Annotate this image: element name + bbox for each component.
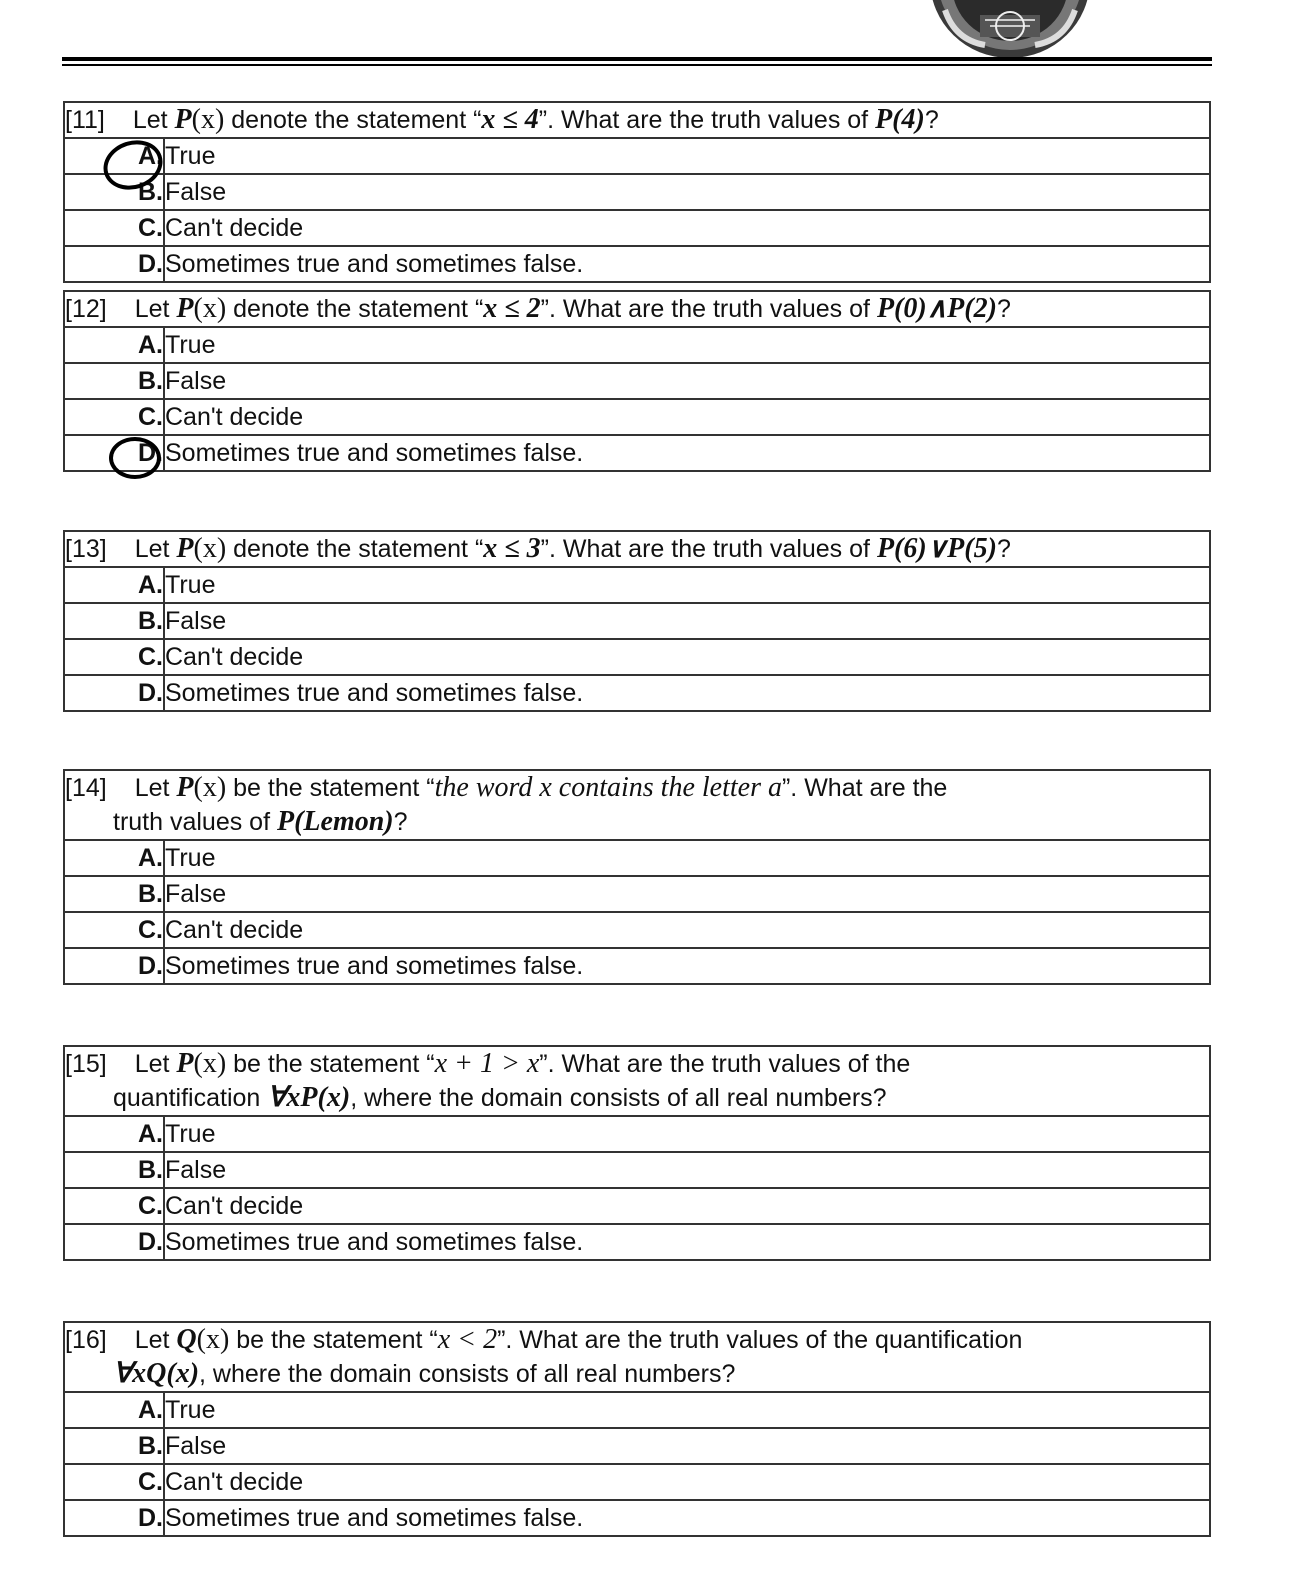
- option-a[interactable]: [64, 567, 1210, 603]
- option-letter: B.: [64, 174, 164, 210]
- option-letter: A.: [64, 1116, 164, 1152]
- option-letter: C.: [64, 210, 164, 246]
- option-text: True: [164, 327, 1210, 363]
- question-16: [63, 1321, 1211, 1537]
- option-letter: A.: [64, 567, 164, 603]
- option-letter: B.: [64, 363, 164, 399]
- option-letter: C.: [64, 912, 164, 948]
- option-text: Can't decide: [164, 639, 1210, 675]
- option-text: Sometimes true and sometimes false.: [164, 1224, 1210, 1260]
- option-d[interactable]: [64, 246, 1210, 282]
- option-text: Can't decide: [164, 399, 1210, 435]
- option-a[interactable]: [64, 327, 1210, 363]
- option-text: False: [164, 603, 1210, 639]
- option-text: Can't decide: [164, 210, 1210, 246]
- option-text: True: [164, 138, 1210, 174]
- option-c[interactable]: [64, 912, 1210, 948]
- option-letter: A.: [64, 138, 164, 174]
- option-letter: B.: [64, 603, 164, 639]
- question-number: [13]: [65, 535, 107, 563]
- option-text: False: [164, 1428, 1210, 1464]
- option-c[interactable]: [64, 639, 1210, 675]
- option-text: Sometimes true and sometimes false.: [164, 246, 1210, 282]
- question-text: [11] Let P(x) denote the statement “x ≤ 4”. What are the truth values of P(4)?: [64, 102, 1210, 138]
- question-11: [63, 101, 1211, 283]
- option-b[interactable]: [64, 603, 1210, 639]
- option-b[interactable]: [64, 1152, 1210, 1188]
- header-rule-thin: [62, 64, 1212, 66]
- option-b[interactable]: [64, 174, 1210, 210]
- option-letter: D.: [64, 1224, 164, 1260]
- option-letter: A.: [64, 840, 164, 876]
- university-logo: [925, 0, 1095, 60]
- question-15: [63, 1045, 1211, 1261]
- option-d[interactable]: [64, 948, 1210, 984]
- option-letter: C.: [64, 1188, 164, 1224]
- option-a[interactable]: [64, 840, 1210, 876]
- option-text: True: [164, 1116, 1210, 1152]
- question-number: [15]: [65, 1050, 107, 1078]
- option-letter: C.: [64, 1464, 164, 1500]
- question-number: [14]: [65, 774, 107, 802]
- option-text: Sometimes true and sometimes false.: [164, 435, 1210, 471]
- question-text: [13] Let P(x) denote the statement “x ≤ 3”. What are the truth values of P(6)∨P(5)?: [64, 531, 1210, 567]
- option-d[interactable]: [64, 1224, 1210, 1260]
- option-letter: D.: [64, 948, 164, 984]
- option-c[interactable]: [64, 1464, 1210, 1500]
- option-letter: D.: [64, 246, 164, 282]
- option-text: True: [164, 567, 1210, 603]
- option-letter: B.: [64, 876, 164, 912]
- question-13: [63, 530, 1211, 712]
- question-number: [12]: [65, 295, 107, 323]
- option-letter: A.: [64, 327, 164, 363]
- option-letter: D.: [64, 435, 164, 471]
- option-letter: D.: [64, 1500, 164, 1536]
- option-a[interactable]: [64, 1116, 1210, 1152]
- option-letter: D.: [64, 675, 164, 711]
- option-text: True: [164, 840, 1210, 876]
- option-b[interactable]: [64, 1428, 1210, 1464]
- option-b[interactable]: [64, 363, 1210, 399]
- option-letter: B.: [64, 1152, 164, 1188]
- question-text: [16] Let Q(x) be the statement “x < 2”. What are the truth values of the quantification ∀xQ(x), where the domain consists of all real numbers?: [64, 1322, 1210, 1392]
- option-letter: B.: [64, 1428, 164, 1464]
- option-d[interactable]: [64, 675, 1210, 711]
- option-text: Can't decide: [164, 912, 1210, 948]
- option-text: True: [164, 1392, 1210, 1428]
- question-text: [15] Let P(x) be the statement “x + 1 > x”. What are the truth values of the quantification ∀xP(x), where the domain consists of all real numbers?: [64, 1046, 1210, 1116]
- option-d[interactable]: [64, 1500, 1210, 1536]
- option-text: False: [164, 1152, 1210, 1188]
- option-text: False: [164, 876, 1210, 912]
- question-number: [16]: [65, 1326, 107, 1354]
- option-text: Sometimes true and sometimes false.: [164, 948, 1210, 984]
- question-text: [14] Let P(x) be the statement “the word x contains the letter a”. What are the truth values of P(Lemon)?: [64, 770, 1210, 840]
- option-a[interactable]: [64, 138, 1210, 174]
- option-text: Sometimes true and sometimes false.: [164, 1500, 1210, 1536]
- answer-circle-mark: [109, 437, 161, 479]
- option-c[interactable]: [64, 399, 1210, 435]
- option-d[interactable]: [64, 435, 1210, 471]
- option-b[interactable]: [64, 876, 1210, 912]
- option-text: Sometimes true and sometimes false.: [164, 675, 1210, 711]
- question-number: [11]: [65, 106, 105, 134]
- option-letter: C.: [64, 639, 164, 675]
- question-14: [63, 769, 1211, 985]
- option-text: False: [164, 174, 1210, 210]
- option-letter: A.: [64, 1392, 164, 1428]
- option-text: Can't decide: [164, 1188, 1210, 1224]
- option-a[interactable]: [64, 1392, 1210, 1428]
- option-text: False: [164, 363, 1210, 399]
- question-12: [63, 290, 1211, 472]
- header-rule: [62, 57, 1212, 61]
- option-c[interactable]: [64, 1188, 1210, 1224]
- option-text: Can't decide: [164, 1464, 1210, 1500]
- option-c[interactable]: [64, 210, 1210, 246]
- option-letter: C.: [64, 399, 164, 435]
- question-text: [12] Let P(x) denote the statement “x ≤ 2”. What are the truth values of P(0)∧P(2)?: [64, 291, 1210, 327]
